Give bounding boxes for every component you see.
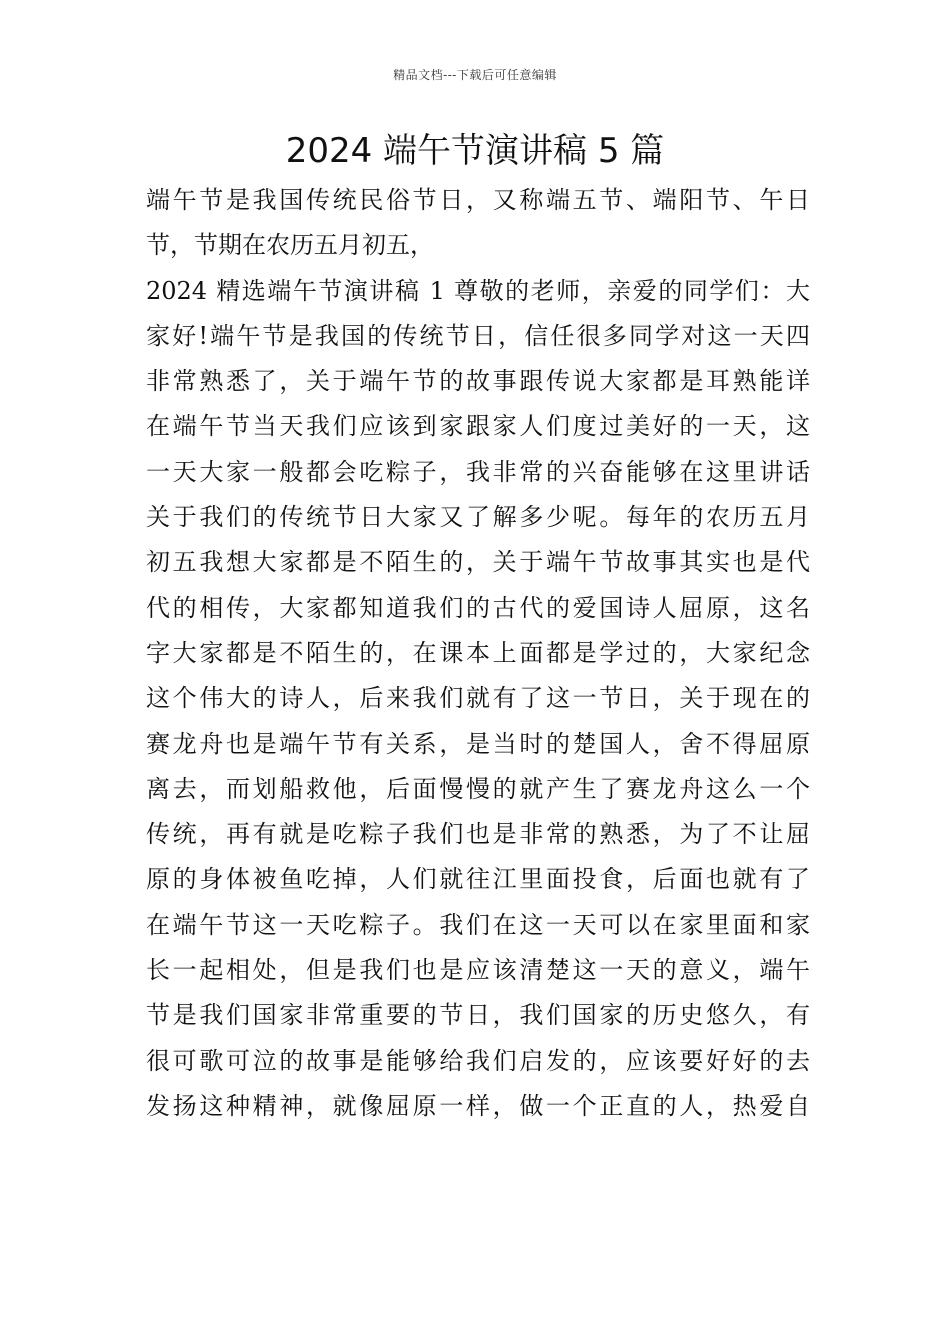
text-line: 赛龙舟也是端午节有关系，是当时的楚国人，舍不得屈原 (146, 729, 810, 758)
text-line: 一天大家一般都会吃粽子，我非常的兴奋能够在这里讲话 (146, 457, 810, 486)
text-line: 很可歌可泣的故事是能够给我们启发的，应该要好好的去 (146, 1046, 810, 1075)
text-line: 传统，再有就是吃粽子我们也是非常的熟悉，为了不让屈 (146, 820, 810, 849)
text-line: 在端午节当天我们应该到家跟家人们度过美好的一天，这 (146, 412, 810, 441)
text-line: 长一起相处，但是我们也是应该清楚这一天的意义，端午 (146, 956, 810, 985)
text-line: 端午节是我国传统民俗节日，又称端五节、端阳节、午日 (146, 186, 810, 214)
text-line: 代的相传，大家都知道我们的古代的爱国诗人屈原，这名 (146, 593, 810, 622)
text-line: 这个伟大的诗人，后来我们就有了这一节日，关于现在的 (146, 684, 810, 713)
text-line: 初五我想大家都是不陌生的，关于端午节故事其实也是代 (146, 548, 810, 577)
text-line: 家好!端午节是我国的传统节日，信任很多同学对这一天四 (146, 321, 810, 350)
paragraph-intro (146, 178, 810, 269)
text-line: 离去，而划船救他，后面慢慢的就产生了赛龙舟这么一个 (146, 774, 810, 803)
document-title: 2024 端午节演讲稿 5 篇 (285, 131, 665, 171)
text-line: 节，节期在农历五月初五， (146, 231, 434, 260)
text-line: 发扬这种精神，就像屈原一样，做一个正直的人，热爱自 (146, 1091, 810, 1120)
header-note: 精品文档---下载后可任意编辑 (393, 68, 557, 82)
text-line: 2024 精选端午节演讲稿 1 尊敬的老师，亲爱的同学们：大 (146, 276, 810, 305)
text-line: 非常熟悉了，关于端午节的故事跟传说大家都是耳熟能详 (146, 367, 810, 396)
text-line: 节是我们国家非常重要的节日，我们国家的历史悠久，有 (146, 1001, 810, 1030)
text-line: 在端午节这一天吃粽子。我们在这一天可以在家里面和家 (146, 910, 810, 939)
document-body (146, 178, 810, 1129)
text-line: 字大家都是不陌生的，在课本上面都是学过的，大家纪念 (146, 638, 810, 667)
text-line: 原的身体被鱼吃掉，人们就往江里面投食，后面也就有了 (146, 865, 810, 894)
text-line: 关于我们的传统节日大家又了解多少呢。每年的农历五月 (146, 503, 810, 532)
paragraph-speech-1 (146, 269, 810, 1130)
